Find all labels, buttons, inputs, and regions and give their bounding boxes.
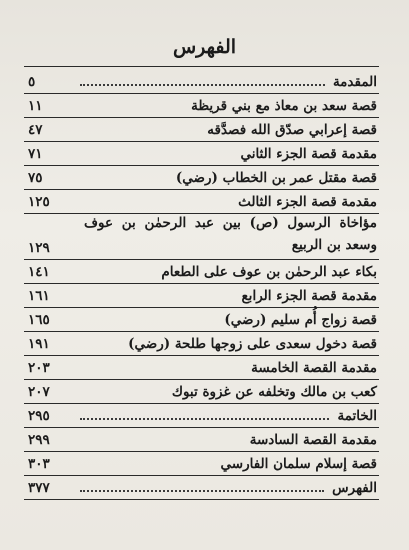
toc-entry-title: المقدمة — [332, 74, 377, 90]
table-of-contents — [24, 70, 379, 500]
toc-row — [24, 284, 379, 308]
toc-page-number: ٣٠٣ — [28, 456, 50, 472]
toc-entry-title: قصة سعد بن معاذ مع بني قريظة — [191, 98, 377, 114]
toc-page-number: ٣٧٧ — [28, 480, 50, 496]
toc-entry-title: مقدمة قصة الجزء الثالث — [238, 194, 377, 210]
toc-page-number: ١٩١ — [28, 336, 50, 352]
toc-row — [24, 380, 379, 404]
toc-entry-title: مقدمة القصة السادسة — [249, 432, 377, 448]
toc-row — [24, 166, 379, 190]
toc-page-number: ١٦٥ — [28, 312, 50, 328]
toc-entry-title: قصة زواج أُم سليم (رضي) — [224, 312, 377, 328]
toc-entry-title: الخاتمة — [337, 408, 377, 424]
toc-entry-title: بكاء عبد الرحمٰن بن عوف على الطعام — [161, 264, 377, 280]
toc-row — [24, 332, 379, 356]
toc-page-number: ١١ — [28, 98, 43, 114]
toc-entry-title: مقدمة قصة الجزء الثاني — [240, 146, 377, 162]
toc-entry-title: مقدمة قصة الجزء الرابع — [241, 288, 377, 304]
toc-row — [24, 190, 379, 214]
toc-page-number: ٧٥ — [28, 170, 43, 186]
toc-row — [24, 428, 379, 452]
toc-row — [24, 70, 379, 94]
toc-entry-title: قصة مقتل عمر بن الخطاب (رضي) — [175, 170, 377, 186]
toc-page-number: ٥ — [28, 74, 36, 90]
toc-leader-dots — [80, 418, 329, 420]
toc-page-number: ١٢٥ — [28, 194, 50, 210]
toc-entry-title: مؤاخاة الرسول (ص) بين عبد الرحمٰن بن عوف وسعد بن الربيع — [84, 215, 377, 253]
toc-page-number: ٢٠٣ — [28, 360, 50, 376]
toc-entry-title: قصة إعرابي صدّق الله فصدَّقه — [207, 122, 377, 138]
toc-row — [24, 404, 379, 428]
toc-row — [24, 142, 379, 166]
toc-row — [24, 476, 379, 500]
toc-leader-dots — [80, 490, 324, 492]
toc-row — [24, 214, 379, 260]
toc-row — [24, 356, 379, 380]
toc-page-number: ١٤١ — [28, 264, 50, 280]
toc-entry-title: الفهرس — [332, 480, 377, 496]
toc-page-number: ٢٩٩ — [28, 432, 50, 448]
toc-page-number: ٢٠٧ — [28, 384, 50, 400]
toc-row — [24, 260, 379, 284]
page-title: الفهرس — [172, 36, 237, 58]
toc-page-number: ٤٧ — [28, 122, 43, 138]
toc-page-number: ٧١ — [28, 146, 43, 162]
toc-row — [24, 94, 379, 118]
toc-page-number: ١٦١ — [28, 288, 50, 304]
toc-leader-dots — [80, 84, 325, 86]
title-divider — [24, 66, 379, 67]
show-through-text — [30, 0, 389, 70]
toc-entry-title: كعب بن مالك وتخلفه عن غزوة تبوك — [171, 384, 377, 400]
toc-entry-title: قصة إسلام سلمان الفارسي — [220, 456, 377, 472]
toc-entry-title: قصة دخول سعدى على زوجها طلحة (رضي) — [128, 336, 377, 352]
toc-row — [24, 452, 379, 476]
toc-entry-title: مقدمة القصة الخامسة — [251, 360, 377, 376]
toc-row — [24, 308, 379, 332]
toc-page-number: ٢٩٥ — [28, 408, 50, 424]
toc-page-number: ١٢٩ — [28, 240, 50, 256]
toc-row — [24, 118, 379, 142]
